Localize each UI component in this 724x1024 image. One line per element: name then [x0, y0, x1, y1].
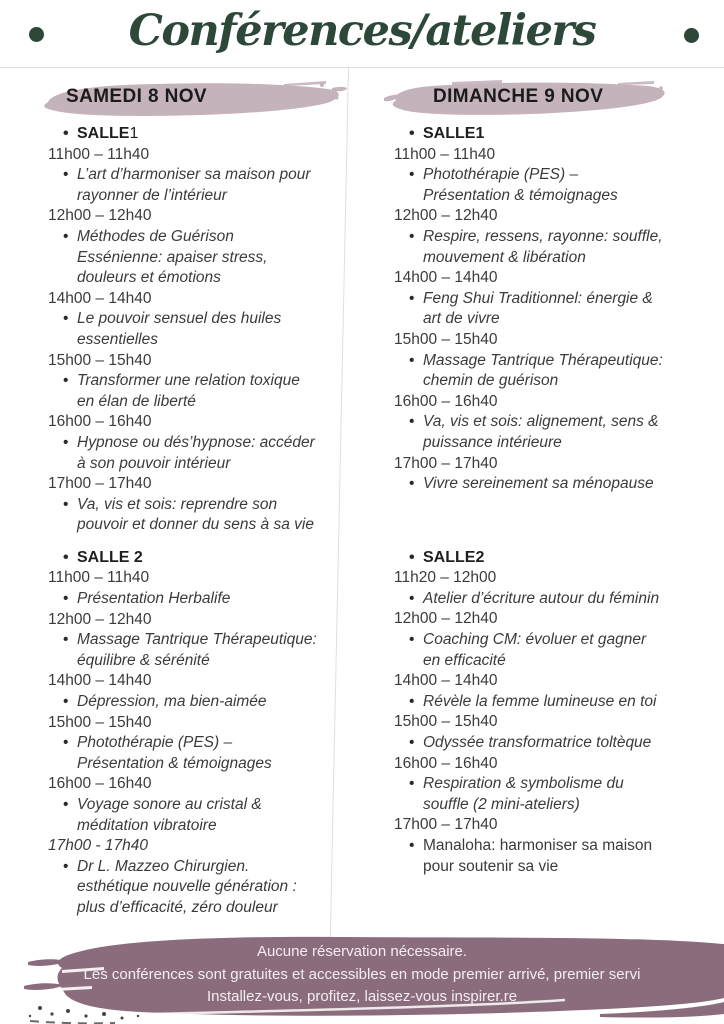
time-slot: 14h00 – 14h40	[394, 672, 498, 690]
room-title-text: SALLE2	[423, 548, 485, 566]
room-title	[36, 548, 348, 569]
session-title: Va, vis et sois: reprendre son pouvoir et donner du sens à sa vie	[77, 495, 314, 534]
bullet-icon: •	[409, 475, 415, 493]
time-slot: 16h00 – 16h40	[394, 392, 498, 410]
column-saturday	[36, 76, 348, 919]
session-item	[382, 474, 712, 495]
bullet-icon: •	[409, 351, 415, 369]
session-title: Voyage sonore au cristal & méditation vibratoire	[77, 796, 262, 834]
session-item	[36, 857, 348, 919]
session-title: Dépression, ma bien-aimée	[77, 693, 267, 711]
bullet-icon: •	[409, 775, 415, 793]
session-item	[36, 309, 348, 350]
session-title: L’art d’harmoniser sa maison pour rayonner de l’intérieur	[77, 166, 311, 204]
bullet-icon: •	[409, 589, 415, 607]
room-title-text: SALLE1	[423, 125, 485, 142]
session-item	[382, 774, 712, 815]
bullet-icon: •	[63, 227, 69, 245]
bullet-icon: •	[409, 227, 415, 245]
bullet-icon: •	[63, 857, 69, 875]
day-label-sunday: DIMANCHE 9 NOV	[433, 86, 604, 107]
bullet-icon: •	[63, 125, 69, 142]
session-item	[382, 630, 712, 671]
session-title: Respire, ressens, rayonne: souffle, mouvement & libération	[423, 227, 663, 266]
time-slot: 16h00 – 16h40	[48, 413, 152, 431]
session-item	[36, 165, 348, 206]
time-slot: 11h00 – 11h40	[48, 569, 150, 587]
bullet-icon: •	[63, 796, 69, 813]
session-title: Photothérapie (PES) – Présentation & témoignages	[77, 734, 272, 772]
session-item	[382, 733, 712, 754]
session-title: Feng Shui Traditionnel: énergie & art de vivre	[423, 289, 653, 328]
column-sunday	[382, 76, 712, 877]
bullet-icon: •	[63, 631, 69, 649]
bullet-icon: •	[409, 548, 415, 566]
session-title: Photothérapie (PES) – Présentation & témoignages	[423, 166, 618, 204]
session-item	[36, 589, 348, 610]
bullet-icon: •	[63, 548, 69, 566]
session-title: Le pouvoir sensuel des huiles essentielles	[77, 310, 282, 348]
time-slot: 17h00 - 17h40	[48, 837, 148, 855]
time-slot: 12h00 – 12h40	[48, 207, 152, 225]
time-slot: 14h00 – 14h40	[394, 269, 498, 287]
day-header-saturday	[36, 76, 348, 120]
session-item	[36, 630, 348, 671]
session-item	[36, 795, 348, 836]
bullet-icon: •	[409, 289, 415, 307]
session-title: Va, vis et sois: alignement, sens & puissance intérieure	[423, 413, 659, 451]
header-divider	[0, 67, 724, 68]
bullet-icon: •	[63, 590, 69, 608]
time-slot: 16h00 – 16h40	[48, 775, 152, 793]
room-title-number: 1	[129, 125, 139, 142]
time-slot: 11h00 – 11h40	[394, 145, 496, 163]
session-item	[382, 227, 712, 268]
session-title: Présentation Herbalife	[77, 590, 231, 608]
bullet-icon: •	[409, 734, 415, 752]
bullet-icon: •	[409, 166, 415, 184]
bullet-icon: •	[63, 166, 69, 184]
time-slot: 15h00 – 15h40	[394, 713, 498, 731]
session-item	[382, 836, 712, 877]
room-title	[382, 548, 712, 569]
session-item	[36, 692, 348, 713]
time-slot: 14h00 – 14h40	[48, 289, 152, 307]
room-title-text: SALLE	[77, 125, 130, 142]
session-title: Dr L. Mazzeo Chirurgien. esthétique nouvelle génération : plus d’efficacité, zéro douleur	[77, 857, 297, 916]
session-title: Révèle la femme lumineuse en toi	[423, 692, 657, 710]
session-item	[36, 433, 348, 474]
bullet-icon: •	[409, 837, 415, 854]
footer-line: Aucune réservation nécessaire.	[256, 943, 468, 960]
time-slot: 12h00 – 12h40	[394, 610, 498, 628]
session-title: Massage Tantrique Thérapeutique: équilibre & sérénité	[77, 631, 317, 669]
day-label-saturday: SAMEDI 8 NOV	[66, 86, 207, 107]
room-title-text: SALLE 2	[77, 548, 143, 566]
time-slot: 17h00 – 17h40	[48, 475, 152, 493]
session-title: Respiration & symbolisme du souffle (2 mini-ateliers)	[423, 775, 624, 813]
time-slot: 12h00 – 12h40	[48, 610, 152, 628]
time-slot: 16h00 – 16h40	[394, 754, 498, 772]
time-slot: 17h00 – 17h40	[394, 816, 498, 834]
room-section	[36, 124, 348, 536]
session-title: Coaching CM: évoluer et gagner en efficacité	[423, 631, 647, 669]
session-item	[36, 227, 348, 289]
bullet-icon: •	[63, 693, 69, 711]
session-item	[382, 289, 712, 330]
bullet-icon: •	[63, 433, 69, 451]
bullet-icon: •	[409, 125, 415, 142]
room-title	[382, 124, 712, 145]
bullet-icon: •	[63, 372, 69, 390]
session-item	[36, 371, 348, 412]
footer-line: Installez-vous, profitez, laissez-vous inspirer.re	[206, 988, 518, 1006]
footer-line: Les conférences sont gratuites et accessibles en mode premier arrivé, premier servi	[83, 965, 641, 983]
bullet-icon: •	[409, 692, 415, 710]
session-title: Méthodes de Guérison Essénienne: apaiser stress, douleurs et émotions	[77, 227, 268, 287]
bullet-icon: •	[63, 734, 69, 752]
session-title: Hypnose ou dés’hypnose: accéder à son pouvoir intérieur	[77, 433, 315, 472]
session-title: Odyssée transformatrice toltèque	[423, 734, 652, 752]
time-slot: 15h00 – 15h40	[48, 713, 152, 731]
session-item	[382, 165, 712, 206]
bullet-icon: •	[63, 495, 69, 513]
session-item	[382, 692, 712, 713]
session-item	[382, 589, 712, 610]
bullet-icon: •	[409, 631, 415, 649]
room-section	[382, 548, 712, 878]
time-slot: 15h00 – 15h40	[48, 351, 152, 369]
session-item	[382, 412, 712, 453]
day-header-sunday	[382, 76, 712, 120]
room-title	[36, 124, 348, 145]
session-title: Massage Tantrique Thérapeutique: chemin de guérison	[423, 351, 663, 390]
footer-note	[0, 941, 724, 1009]
session-title: Transformer une relation toxique en élan de liberté	[77, 372, 300, 410]
session-title: Manaloha: harmoniser sa maison pour soutenir sa vie	[423, 837, 653, 875]
bullet-icon: •	[409, 413, 415, 431]
session-item	[36, 733, 348, 774]
time-slot: 14h00 – 14h40	[48, 672, 152, 690]
time-slot: 11h00 – 11h40	[48, 145, 150, 163]
time-slot: 11h20 – 12h00	[394, 569, 497, 587]
time-slot: 12h00 – 12h40	[394, 207, 498, 225]
time-slot: 17h00 – 17h40	[394, 454, 498, 472]
session-title: Vivre sereinement sa ménopause	[423, 475, 654, 493]
bullet-icon: •	[63, 310, 69, 328]
time-slot: 15h00 – 15h40	[394, 330, 498, 348]
page-title: Conférences/ateliers	[128, 6, 596, 56]
room-section	[36, 548, 348, 919]
session-item	[36, 495, 348, 536]
session-title: Atelier d’écriture autour du féminin	[423, 589, 660, 607]
room-section	[382, 124, 712, 495]
session-item	[382, 351, 712, 392]
